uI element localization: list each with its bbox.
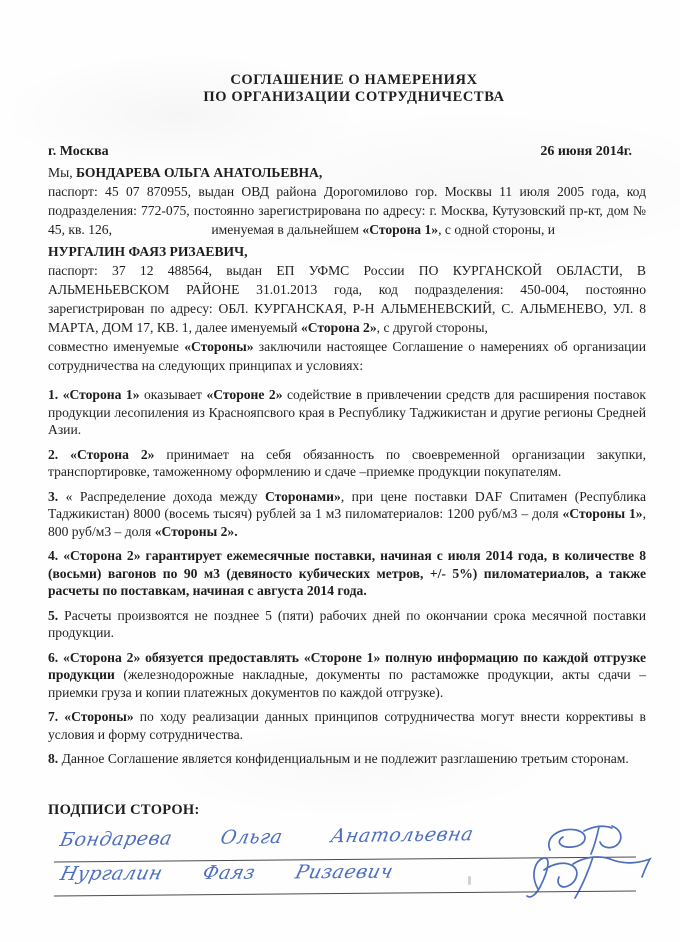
clause-8: 8. Данное Соглашение является конфиденциальным и не подлежит разглашению третьим сторонам. [48, 751, 629, 766]
scan-artifact [468, 876, 471, 885]
clause-2: 2. «Сторона 2» принимает на себя обязанность по своевременной организации закупки, транспортировке, таможенному оформлению и сдаче –приемке продукции покупателям. [48, 446, 646, 479]
clause-5: 5. Расчеты произвоятся не позднее 5 (пяти) рабочих дней по окончании срока месячной поставки продукции. [48, 607, 646, 640]
date-label: 26 июня 2014г. [540, 144, 632, 159]
signature-flourish-icon [518, 853, 668, 906]
clause-3: 3. « Распределение дохода между Сторонами», при цене поставки DAF Спитамен (Республика Таджикистан) 8000 (восемь тысяч) рублей за 1 м3 пиломатериалов: 1200 руб/м3 – доля «Стороны 1», 800 руб/м3 – доля «Стороны 2». [48, 488, 646, 539]
city-label: г. Москва [48, 144, 109, 159]
party2-passport-paragraph: паспорт: 37 12 488564, выдан ЕП УФМС России ПО КУРГАНСКОЙ ОБЛАСТИ, В АЛЬМЕНЬЕВСКОМ РАЙОНЕ 31.01.2013 года, код подразделения: 450-004, постоянно зарегистрирован по адресу: ОБЛ. КУРГАНСКАЯ, Р-Н АЛЬМЕНЕВСКИЙ, С. АЛЬМЕНЕВО, УЛ. 8 МАРТА, ДОМ 17, КВ. 1, далее именуемый «Сторона 2», с другой стороны, [48, 263, 646, 335]
clause-7: 7. «Стороны» по ходу реализации данных принципов сотрудничества могут внести коррективы в условия и форму сотрудничества. [48, 709, 646, 742]
preamble [48, 163, 646, 375]
document-title [62, 72, 646, 106]
clause-1: 1. «Сторона 1» оказывает «Стороне 2» содействие в привлечении средств для расширения поставок продукции лесопиления из Краснояпсвого края в Республику Таджикистан и другие регионы Средней Азии. [48, 387, 646, 437]
document-title-line2: ПО ОРГАНИЗАЦИИ СОТРУДНИЧЕСТВА [203, 89, 505, 105]
clause-4: 4. «Сторона 2» гарантирует ежемесячные поставки, начиная с июля 2014 года, в количестве 8 (восьми) вагонов по 90 м3 (девяносто кубических метров, +/- 5%) пиломатериалов, а также расчеты по поставкам, начиная с августа 2014 года. [48, 548, 646, 598]
clause-6: 6. «Сторона 2» обязуется предоставлять «Стороне 1» полную информацию по каждой отгрузке продукции (железнодорожные накладные, документы по растаможке продукции, акты сдачи –приемки груза и копии платежных документов по каждой отгрузке). [48, 649, 646, 700]
party1-passport-paragraph: паспорт: 45 07 870955, выдан ОВД района Дорогомилово гор. Москвы 11 июля 2005 года, код подразделения: 772-075, постоянно зарегистрирована по адресу: г. Москва, Кутузовский пр-кт, дом № 45, кв. 126, именуемая в дальнейшем «Сторона 1», с одной стороны, и [48, 184, 646, 237]
joint-naming-paragraph: совместно именуемые «Стороны» заключили настоящее Соглашение о намерениях об организации сотрудничества на следующих принципах и условиях: [48, 339, 646, 373]
clauses-list [48, 386, 646, 768]
signature-handwriting-party1: Бондарева Ольга Анатольевна [58, 822, 476, 851]
signatures-heading: ПОДПИСИ СТОРОН: [48, 801, 200, 818]
party2-name-line: НУРГАЛИН ФАЯЗ РИЗАЕВИЧ, [48, 244, 248, 259]
signature-row-party2 [48, 860, 646, 897]
signature-handwriting-party2: Нургалин Фаяз Ризаевич [58, 860, 396, 885]
document-title-line1: СОГЛАШЕНИЕ О НАМЕРЕНИЯХ [230, 72, 478, 88]
party1-name-line: Мы, БОНДАРЕВА ОЛЬГА АНАТОЛЬЕВНА, [48, 165, 323, 180]
city-date-row [48, 144, 646, 160]
